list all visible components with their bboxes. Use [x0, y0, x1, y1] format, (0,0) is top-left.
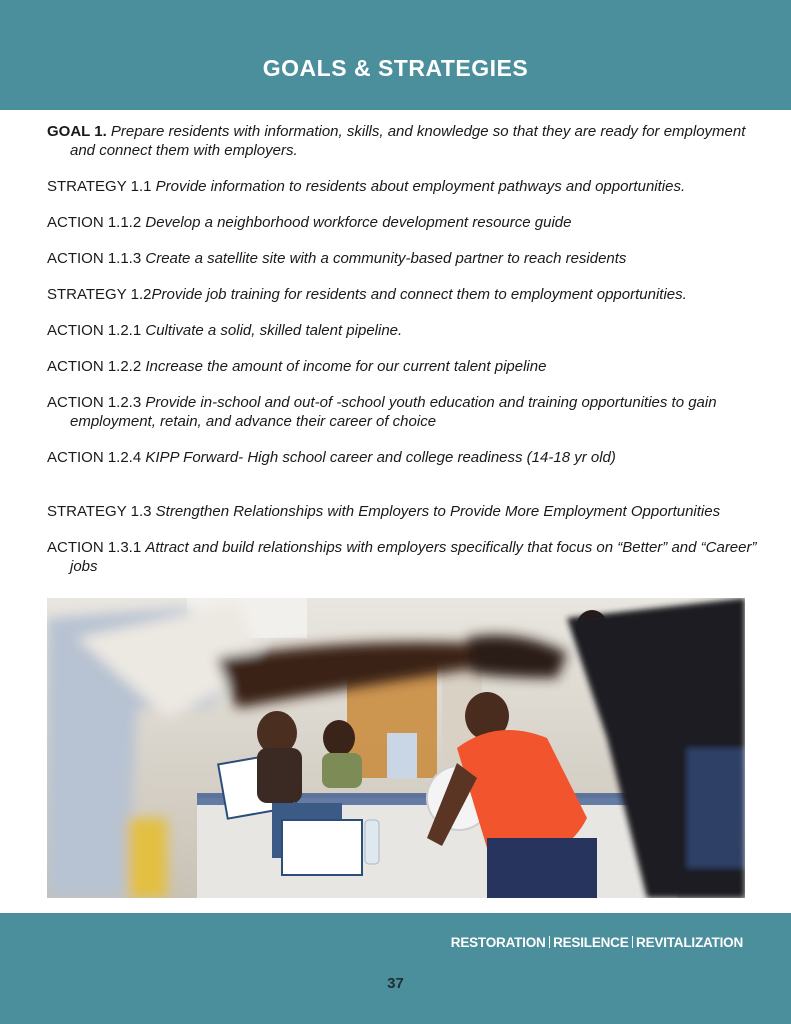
- strategy-text: Provide job training for residents and connect them to employment opportunities.: [151, 286, 687, 303]
- action-label: ACTION 1.2.2: [47, 358, 142, 375]
- action-text: Cultivate a solid, skilled talent pipeline.: [145, 322, 403, 339]
- strategy-label: STRATEGY 1.1: [47, 178, 152, 195]
- page-title: GOALS & STRATEGIES: [262, 54, 529, 81]
- action-text: Provide in-school and out-of -school youth education and training opportunities to gain employment, retain, and advance their career of choice: [70, 394, 717, 430]
- action-label: ACTION 1.1.2: [47, 214, 142, 231]
- header-band: [0, 0, 791, 110]
- strategy-label: STRATEGY 1.3: [47, 503, 152, 520]
- action-label: ACTION 1.1.3: [47, 250, 142, 267]
- action-label: ACTION 1.3.1: [47, 539, 142, 556]
- action-item: [47, 357, 757, 376]
- job-fair-illustration: [47, 598, 745, 898]
- action-text: Develop a neighborhood workforce development resource guide: [145, 214, 572, 231]
- tagline-word: RESTORATION: [450, 935, 546, 950]
- strategy-item: [47, 502, 757, 521]
- action-text: Attract and build relationships with employers specifically that focus on “Better” and “Career” jobs: [70, 539, 757, 575]
- footer-tagline: [451, 935, 743, 950]
- page-number: 37: [387, 975, 404, 992]
- action-text: KIPP Forward- High school career and college readiness (14-18 yr old): [145, 449, 616, 466]
- action-item: [47, 538, 757, 576]
- action-label: ACTION 1.2.1: [47, 322, 142, 339]
- tagline-divider: [549, 936, 551, 948]
- goal-text: Prepare residents with information, skills, and knowledge so that they are ready for employment and connect them with employers.: [70, 123, 746, 159]
- goal-label: GOAL 1.: [47, 123, 107, 140]
- job-fair-photo: [47, 598, 745, 898]
- strategy-text: Provide information to residents about employment pathways and opportunities.: [155, 178, 686, 195]
- goals-list: [47, 122, 757, 593]
- goal-item: [47, 122, 757, 160]
- action-item: [47, 448, 757, 467]
- action-label: ACTION 1.2.3: [47, 394, 142, 411]
- action-label: ACTION 1.2.4: [47, 449, 142, 466]
- strategy-label: STRATEGY 1.2: [47, 286, 152, 303]
- strategy-item: [47, 285, 757, 304]
- tagline-divider: [632, 936, 634, 948]
- strategy-item: [47, 177, 757, 196]
- tagline-word: REVITALIZATION: [636, 935, 743, 950]
- strategy-text: Strengthen Relationships with Employers to Provide More Employment Opportunities: [155, 503, 721, 520]
- action-text: Create a satellite site with a community-based partner to reach residents: [145, 250, 627, 267]
- action-item: [47, 213, 757, 232]
- footer-band: [0, 913, 791, 1024]
- action-item: [47, 321, 757, 340]
- action-item: [47, 393, 757, 431]
- tagline-word: RESILENCE: [553, 935, 629, 950]
- action-item: [47, 249, 757, 268]
- action-text: Increase the amount of income for our current talent pipeline: [145, 358, 547, 375]
